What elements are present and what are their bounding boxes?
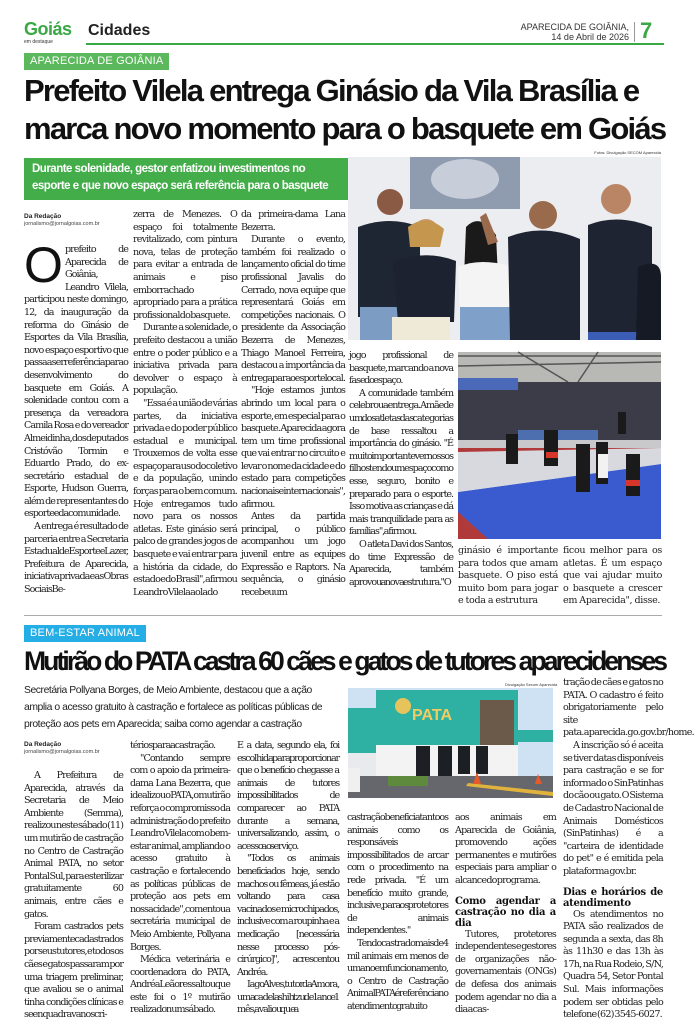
- subheading: Como agendar a castração no dia a dia: [455, 895, 556, 929]
- byline: [24, 741, 100, 756]
- article-column-2: [133, 209, 237, 610]
- logo-wordmark: Goiás: [24, 19, 72, 39]
- article2-column-5: [455, 812, 556, 1024]
- paragraph: tração de cães e gatos no PATA. O cadastro é feito obrigatoriamente pelo site pata.aparecida.go.gov.br/home.: [563, 677, 694, 739]
- paragraph: "Hoje estamos juntos abrindo um local para o esporte, em especial para o basquete. Aparecida agora tem um time profissional que vai entrar no circuito e levar o nome da cidade e do estado para competições nacionais e internacionais", afirmou.: [241, 385, 345, 510]
- photo-credit: Fotos: Divulgação SECOM Aparecida: [594, 150, 661, 155]
- paragraph: Tendo castrado mais de 4 mil animais em menos de um ano em funcionamento, o Centro de Castração Animal PATA é referência no atendimento gratuito: [347, 937, 448, 1012]
- byline-email: jornalismo@jornalgoias.com.br: [24, 749, 100, 755]
- paragraph: da primeira-dama Lana Bezerra.: [241, 209, 345, 233]
- photo-pata-center: [348, 688, 553, 798]
- paragraph: A Prefeitura de Aparecida, através da Secretaria de Meio Ambiente (Semma), realizou neste sábado (11) um mutirão de castração no Centro de Castração Animal PATA, no setor Pontal Sul, para esterilizar gratuitamente 60 animais, entre cães e gatos.: [24, 770, 123, 920]
- article2-column-1: [24, 770, 123, 1024]
- paragraph: "Essa é a união de várias partes, da iniciativa privada e do poder público estadual e municipal. Trouxemos de volta esse espaço para uso do coletivo e da população, unindo forças para o bem comum. Hoje entregamos tudo novo para os nossos atletas. Este ginásio será palco de grandes jogos de basquete e vai entrar para a história da cidade, do estado e do Brasil", afirmou Leandro Vilela ao lado: [133, 397, 237, 598]
- paragraph: Foram castrados pets previamente cadastrados por seus tutores, e todos os cães e gatos passaram por uma triagem preliminar, que avaliou se o animal tinha condições clínicas e se enquadrava nos cri-: [24, 921, 123, 1021]
- pata-sign-text: PATA: [412, 707, 452, 724]
- photo-credit: Divulgação Secom Aparecida: [505, 682, 558, 687]
- subtitle: Secretária Pollyana Borges, de Meio Ambiente, destacou que a ação amplia o acesso gratuito à castração e fortalece as políticas públicas de proteção aos pets em Aparecida; saiba como agendar a castração: [24, 685, 323, 730]
- paragraph: E a data, segundo ela, foi escolhida para proporcionar que o benefício chegasse a animais de tutores impossibilitados de comparecer ao PATA durante a semana, universalizando, assim, o acesso ao serviço.: [237, 740, 339, 852]
- article2-column-3: [237, 740, 339, 1024]
- byline: [24, 213, 100, 228]
- edition-date: 14 de Abril de 2026: [551, 32, 629, 42]
- edition-place: APARECIDA DE GOIÂNIA,: [520, 22, 629, 32]
- paragraph: Médica veterinária e coordenadora do PATA, Andréa Leão ressaltou que este foi o 1º mutirão realizado num sábado.: [130, 954, 230, 1016]
- photo-basketball-game: [458, 352, 661, 539]
- headline: Mutirão do PATA castra 60 cães e gatos de tutores aparecidenses: [24, 646, 666, 676]
- subheading: Dias e horários de atendimento: [563, 886, 663, 909]
- article2-column-4: [347, 812, 448, 1024]
- page-number: 7: [640, 18, 653, 43]
- article-divider: [24, 615, 662, 616]
- byline-author: Da Redação: [24, 213, 62, 220]
- article-column-5: [458, 545, 558, 610]
- ceremony-photo-illustration: [348, 157, 661, 340]
- paragraph: Durante a solenidade, o prefeito destacou a união entre o poder público e a iniciativa privada para devolver o espaço à população.: [133, 322, 237, 397]
- paragraph: ficou melhor para os atletas. É um espaço que vai ajudar muito o basquete a crescer em Aparecida", disse.: [563, 545, 662, 607]
- paragraph: "Contando sempre com o apoio da primeira-dama Lana Bezerra, que idealizou o PATA, o mutirão reforça o compromisso da administração do prefeito Leandro Vilela com o bem-estar animal, ampliando o acesso gratuito à castração e fortalecendo as políticas públicas de proteção aos pets em nossa cidade", comentou a secretária municipal de Meio Ambiente, Pollyana Borges.: [130, 752, 230, 953]
- byline-author: Da Redação: [24, 741, 62, 748]
- paragraph: Tutores, protetores independentes e gestores de organizações não-governamentais (ONGs) de defesa dos animais podem agendar no dia a dia a cas-: [455, 928, 556, 1016]
- article-column-3: [241, 209, 345, 610]
- drop-cap: O: [24, 237, 62, 293]
- paragraph: A inscrição só é aceita se tiver datas disponíveis para castração e se for informado o SinPatinhas do cão ou gato. O Sistema de Cadastro Nacional de Animais Domésticos (SinPatinhas) é a "carteira de identidade do pet" e é emitida pela plataforma gov.br.: [563, 739, 663, 877]
- headline: Prefeito Vilela entrega Ginásio da Vila Brasília e marca novo momento para o basquete em Goiás: [24, 73, 666, 146]
- article2-column-2: [130, 740, 230, 1024]
- paragraph: zerra de Menezes. O espaço foi totalmente revitalizado, com pintura nova, telas de proteção para evitar a entrada de animais e piso emborrachado apropriado para a prática profissional do basquete.: [133, 209, 237, 321]
- paragraph: A comunidade também celebrou a entrega. A mãe de um dos atletas das categorias de base ressaltou a importância do ginásio. "É muito importante ver nossos filhos tendo um espaço como esse, seguro, bonito e preparado para o esporte. Isso motiva as crianças e dá mais tranquilidade para as famílias", afirmou.: [349, 387, 453, 538]
- paragraph: Iago Alves, tutor da Amora, uma cadela shih tzu de 1 ano e 1 mês, avaliou que a: [237, 979, 339, 1016]
- section-title: Cidades: [88, 22, 151, 39]
- paragraph: castração beneficia tanto os animais como os responsáveis impossibilitados de arcar com o procedimento na rede privada. "É um benefício muito grande, inclusive, para os protetores de animais independentes.": [347, 812, 448, 937]
- article2-column-6: [563, 677, 694, 1024]
- paragraph: prefeito de Aparecida de Goiânia, Leandro Vilela, participou neste domingo, 12, da inauguração da reforma do Ginásio de Esportes da Vila Brasília, novo espaço esportivo que passa a ser referência para o desenvolvimento do basquete em Goiás. A solenidade contou com a presença da vereadora Camila Rosa e do vereador Almeidinha, dos deputados Cristóvão Tormin e Eduardo Prado, do ex-secretário estadual de Esporte, Hudson Guerra, além de representantes do esporte e da comunidade.: [24, 244, 128, 520]
- pata-photo-illustration: [348, 688, 553, 798]
- article-column-1: [24, 237, 128, 610]
- paragraph: A entrega é resultado de parceria entre a Secretaria Estadual de Esporte e Lazer, Prefeitura de Aparecida, iniciativa privada e as Obras Sociais Be-: [24, 521, 128, 596]
- paragraph: térios para a castração.: [130, 740, 216, 751]
- header-rule: [86, 43, 664, 45]
- section-tag: BEM-ESTAR ANIMAL: [24, 625, 146, 642]
- logo-subtext: em destaque: [24, 39, 53, 45]
- paragraph: Os atendimentos no PATA são realizados de segunda a sexta, das 8h às 11h30 e das 13h às 17h, na Rua Rodeio, S/N, Quadra 54, Setor Pontal Sul. Mais informações podem ser obtidas pelo telefone (62) 3545-6027.: [563, 908, 663, 1021]
- page-separator: [634, 22, 635, 42]
- paragraph: Antes da partida principal, o público acompanhou um jogo juvenil entre as equipes Expressão e Raptors. Na sequência, o ginásio recebeu um: [241, 511, 345, 598]
- paragraph: aos animais em Aparecida de Goiânia, promovendo ações permanentes e mutirões especiais para ampliar o alcance do programa.: [455, 812, 556, 886]
- newspaper-logo: [24, 20, 84, 48]
- article-column-6: [563, 545, 662, 610]
- paragraph: Durante o evento, também foi realizado o lançamento oficial do time profissional Javalis do Cerrado, nova equipe que representará Goiás em competições nacionais. O presidente da Associação Bezerra de Menezes, Thiago Manoel Ferreira, destacou a importância da entrega para o esporte local.: [241, 234, 345, 384]
- paragraph: jogo profissional de basquete, marcando a nova fase do espaço.: [349, 350, 453, 387]
- subtitle-box: Durante solenidade, gestor enfatizou investimentos no esporte e que novo espaço será referência para o basquete: [24, 158, 352, 200]
- game-photo-illustration: [458, 352, 661, 539]
- section-tag: APARECIDA DE GOIÂNIA: [24, 53, 169, 70]
- photo-ceremony: [348, 157, 661, 340]
- paragraph: O atleta Davi dos Santos, do time Expressão de Aparecida, também aprovou a nova estrutura. "O: [349, 538, 453, 588]
- paragraph: "Todos os animais beneficiados hoje, sendo machos ou fêmeas, já estão voltando para casa vacinados e microchipados, inclusive com a roupinha e a medicação [necessária nesse processo pós-cirúrgico]", acrescentou Andréa.: [237, 853, 339, 978]
- place-date: [521, 22, 629, 42]
- article-column-4: [349, 350, 453, 610]
- paragraph: ginásio é importante para todos que amam basquete. O piso está muito bom para jogar e toda a estrutura: [458, 545, 558, 607]
- byline-email: jornalismo@jornalgoias.com.br: [24, 221, 100, 227]
